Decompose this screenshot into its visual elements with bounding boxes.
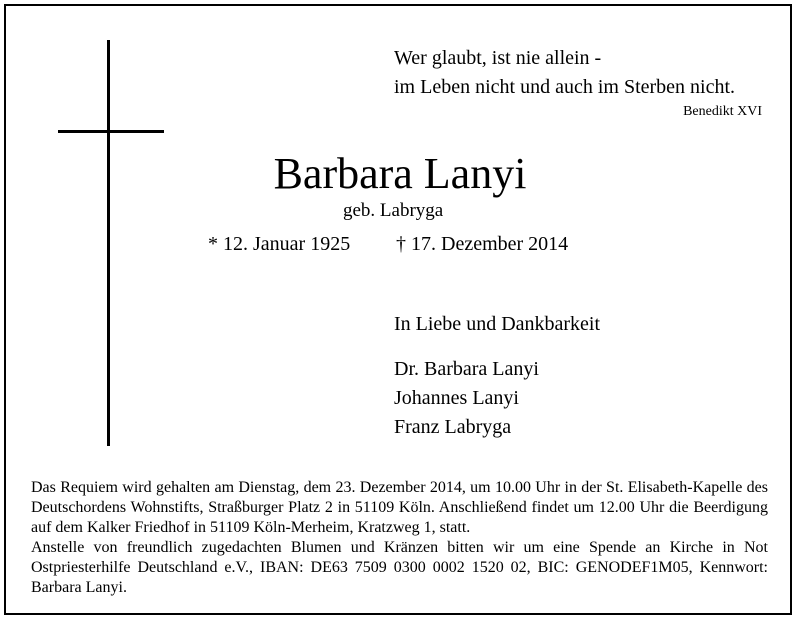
- mourner: Dr. Barbara Lanyi: [394, 358, 539, 380]
- deceased-name: Barbara Lanyi: [273, 149, 527, 198]
- service-notice: [31, 478, 768, 598]
- death-date: † 17. Dezember 2014: [396, 233, 569, 255]
- birth-date: * 12. Januar 1925: [208, 233, 351, 255]
- quote: [394, 44, 735, 102]
- quote-line-2: im Leben nicht und auch im Sterben nicht.: [394, 76, 736, 98]
- quote-line-1: Wer glaubt, ist nie allein -: [394, 47, 602, 69]
- cross-icon-horizontal: [58, 130, 164, 133]
- birth-name: geb. Labryga: [343, 200, 444, 221]
- cross-icon-vertical: [107, 40, 110, 446]
- donation-text: Anstelle von freundlich zugedachten Blumen und Kränzen bitten wir um eine Spende an Kirche in Not Ostpriesterhilfe Deutschland e.V., IBAN: DE63 7509 0300 0002 1520 02, BIC: GENODEF1M05, Kennwort: Barbara Lanyi.: [31, 539, 768, 596]
- mourners-list: [394, 355, 539, 442]
- dedication: In Liebe und Dankbarkeit: [394, 313, 601, 335]
- mourner: Johannes Lanyi: [394, 387, 519, 409]
- requiem-text: Das Requiem wird gehalten am Dienstag, dem 23. Dezember 2014, um 10.00 Uhr in der St. Elisabeth-Kapelle des Deutschordens Wohnstifts, Straßburger Platz 2 in 51109 Köln. Anschließend findet um 12.00 Uhr die Beerdigung auf dem Kalker Friedhof in 51109 Köln-Merheim, Kratzweg 1, statt.: [31, 479, 768, 536]
- mourner: Franz Labryga: [394, 416, 512, 438]
- quote-author: Benedikt XVI: [683, 104, 762, 119]
